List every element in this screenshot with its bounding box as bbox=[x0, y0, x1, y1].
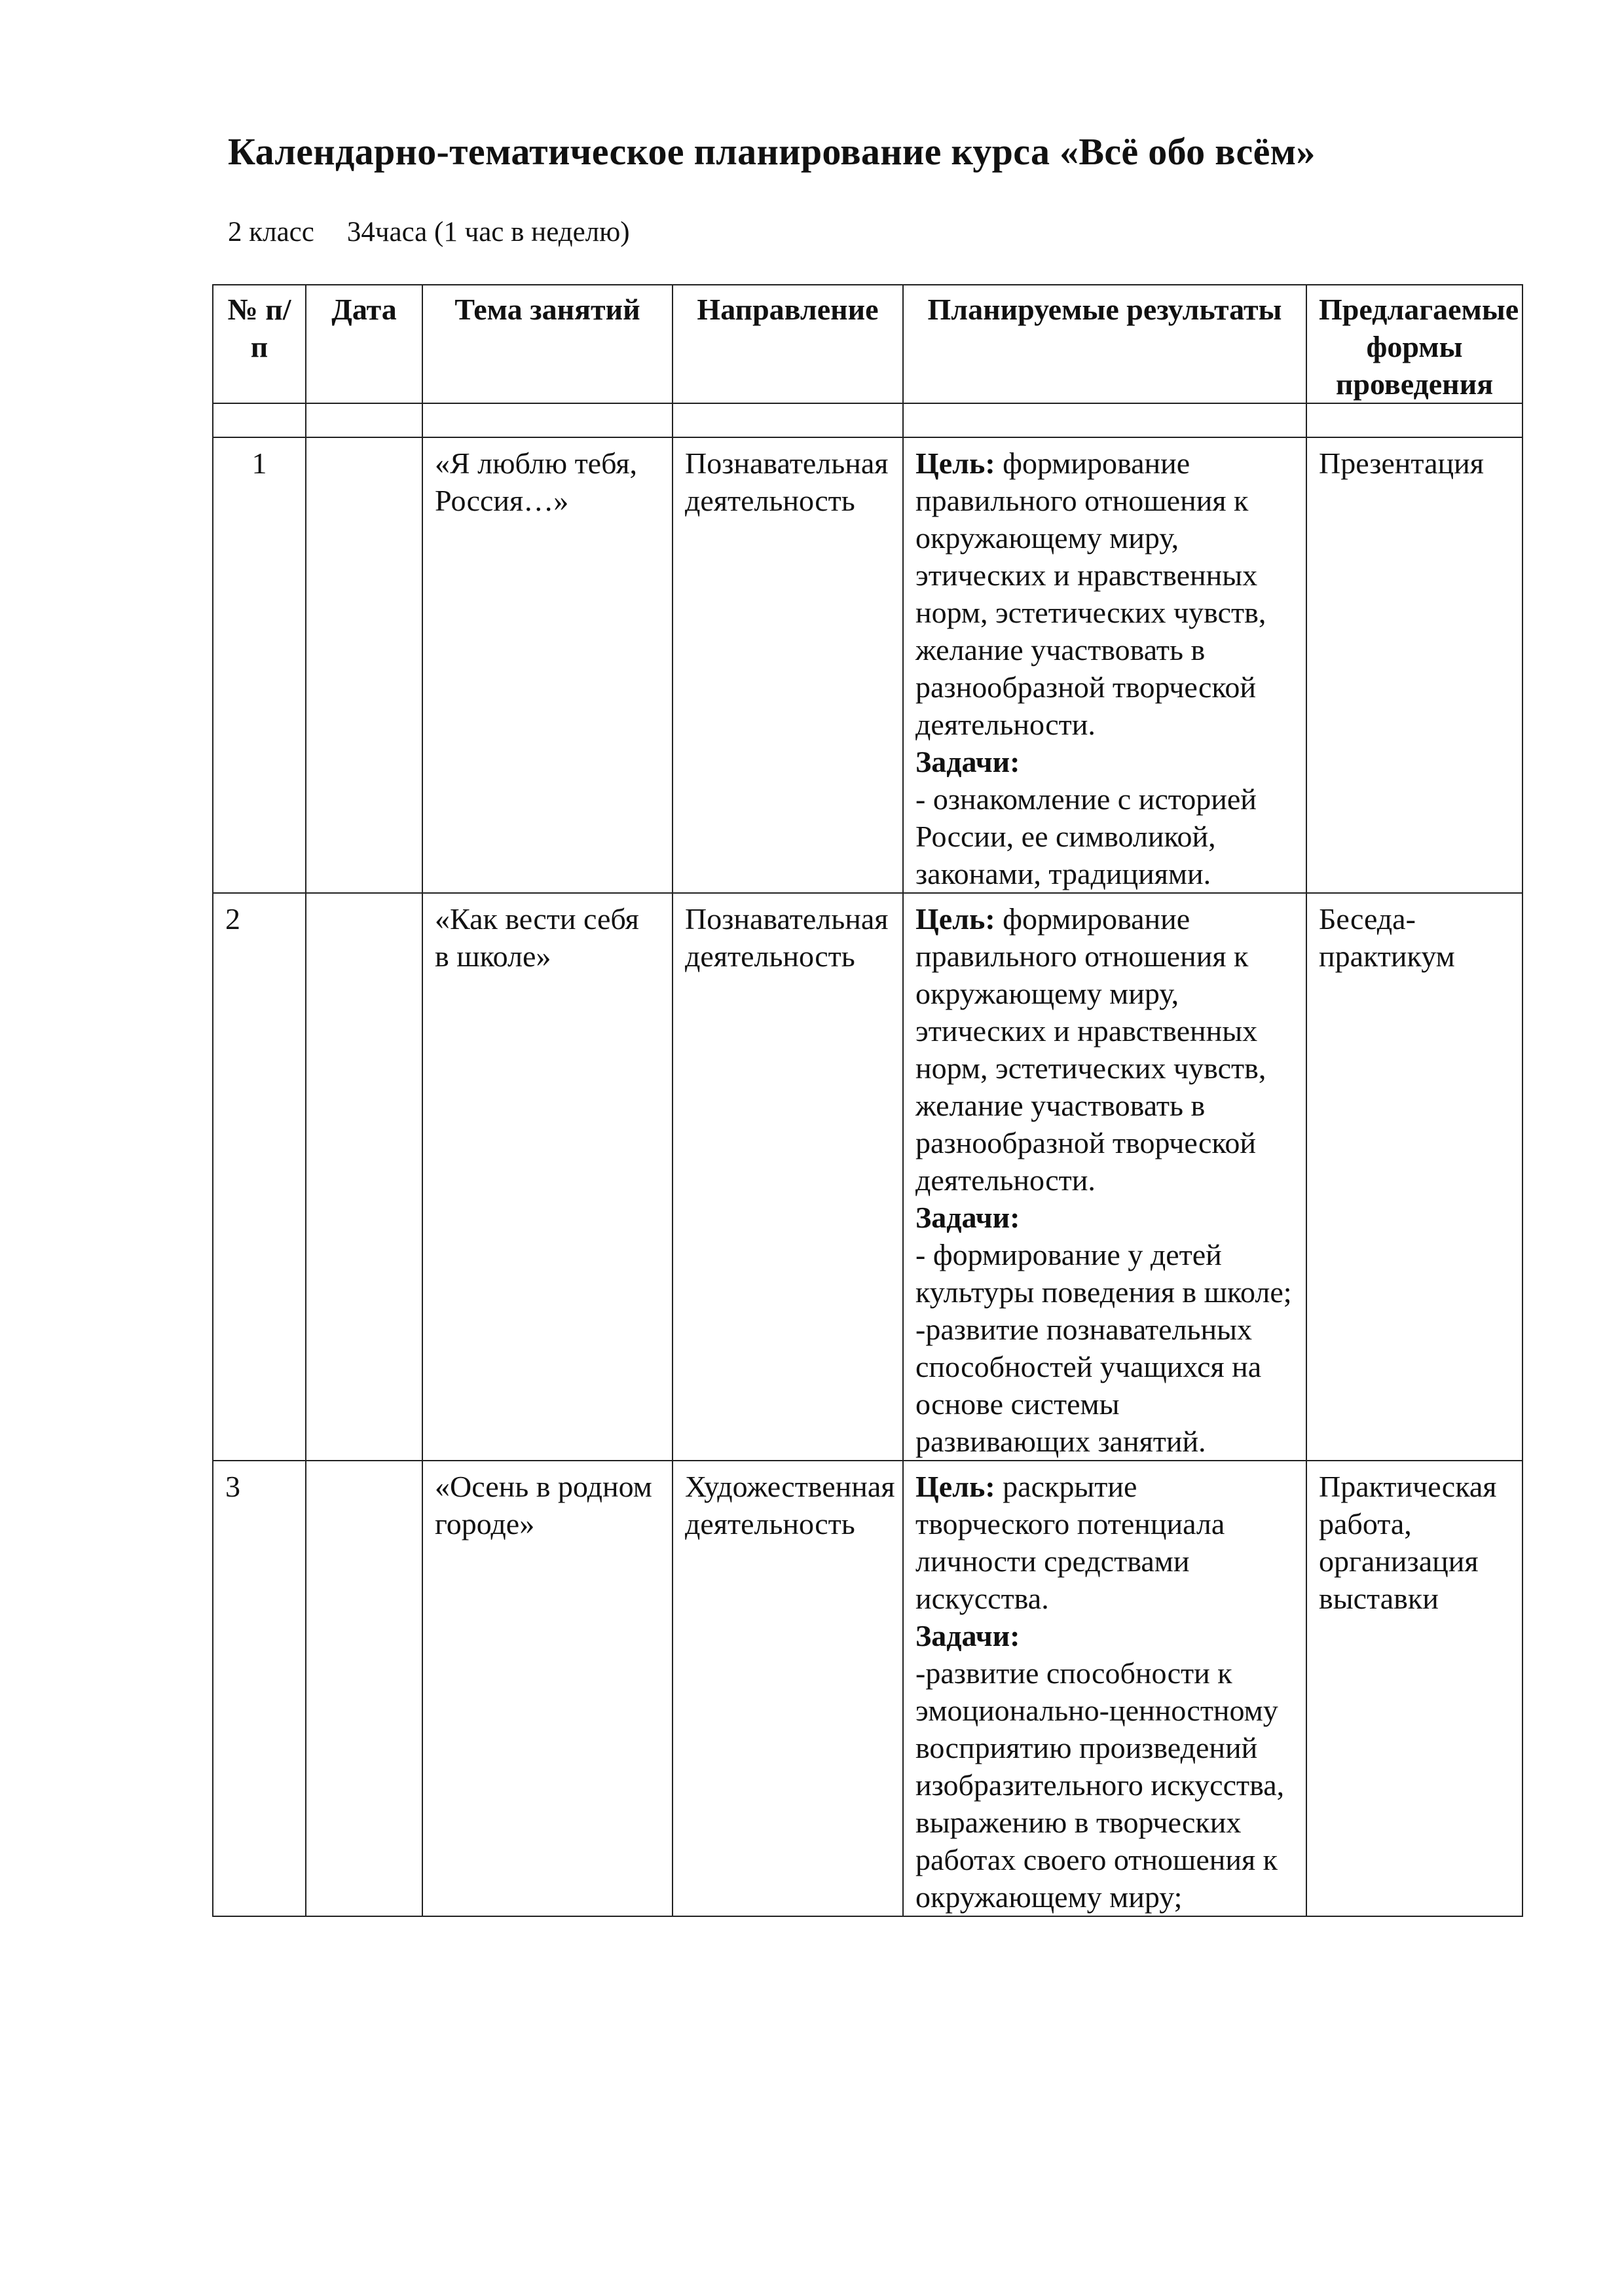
task-item: -развитие способности к эмоционально-ценностному восприятию произведений изобразительного искусства, выражению в творческих работах своего отношения к окружающему миру; bbox=[915, 1656, 1285, 1914]
row-direction: Познавательная деятельность bbox=[673, 893, 903, 1461]
table-row bbox=[213, 437, 1522, 893]
row-results bbox=[903, 437, 1306, 893]
page-title: Календарно-тематическое планирование курса «Всё обо всём» bbox=[228, 130, 1316, 173]
row-date bbox=[306, 893, 422, 1461]
header-topic: Тема занятий bbox=[422, 285, 673, 403]
row-form: Практическая работа, организация выставки bbox=[1306, 1461, 1522, 1916]
row-results bbox=[903, 1461, 1306, 1916]
tasks-label: Задачи: bbox=[915, 745, 1020, 778]
header-forms: Предлагаемые формы проведения bbox=[1306, 285, 1522, 403]
header-results: Планируемые результаты bbox=[903, 285, 1306, 403]
row-form: Беседа-практикум bbox=[1306, 893, 1522, 1461]
row-direction: Познавательная деятельность bbox=[673, 437, 903, 893]
table-row bbox=[213, 1461, 1522, 1916]
header-direction: Направление bbox=[673, 285, 903, 403]
table-header-row bbox=[213, 285, 1522, 403]
empty-row bbox=[213, 403, 1522, 437]
row-results bbox=[903, 893, 1306, 1461]
hours-label: 34часа (1 час в неделю) bbox=[346, 217, 630, 247]
tasks-label: Задачи: bbox=[915, 1201, 1020, 1234]
row-topic: «Как вести себя в школе» bbox=[422, 893, 673, 1461]
task-item: -развитие познавательных способностей учащихся на основе системы развивающих занятий. bbox=[915, 1313, 1262, 1458]
plan-table bbox=[212, 284, 1523, 1917]
row-date bbox=[306, 437, 422, 893]
row-date bbox=[306, 1461, 422, 1916]
row-num: 3 bbox=[213, 1461, 306, 1916]
header-num: № п/п bbox=[213, 285, 306, 403]
tasks-label: Задачи: bbox=[915, 1619, 1020, 1652]
grade-label: 2 класс bbox=[228, 217, 314, 247]
goal-text: раскрытие творческого потенциала личности средствами искусства. bbox=[915, 1470, 1225, 1615]
task-item: - формирование у детей культуры поведения в школе; bbox=[915, 1238, 1292, 1309]
row-num: 2 bbox=[213, 893, 306, 1461]
row-direction: Художественная деятельность bbox=[673, 1461, 903, 1916]
row-num: 1 bbox=[213, 437, 306, 893]
table-row bbox=[213, 893, 1522, 1461]
goal-label: Цель: bbox=[915, 1470, 995, 1503]
header-date: Дата bbox=[306, 285, 422, 403]
goal-text: формирование правильного отношения к окружающему миру, этических и нравственных норм, эстетических чувств, желание участвовать в разнообразной творческой деятельности. bbox=[915, 446, 1266, 741]
course-info bbox=[228, 216, 630, 248]
goal-label: Цель: bbox=[915, 902, 995, 936]
row-topic: «Я люблю тебя, Россия…» bbox=[422, 437, 673, 893]
goal-text: формирование правильного отношения к окружающему миру, этических и нравственных норм, эстетических чувств, желание участвовать в разнообразной творческой деятельности. bbox=[915, 902, 1266, 1197]
row-topic: «Осень в родном городе» bbox=[422, 1461, 673, 1916]
row-form: Презентация bbox=[1306, 437, 1522, 893]
task-item: - ознакомление с историей России, ее символикой, законами, традициями. bbox=[915, 782, 1257, 890]
goal-label: Цель: bbox=[915, 446, 995, 480]
